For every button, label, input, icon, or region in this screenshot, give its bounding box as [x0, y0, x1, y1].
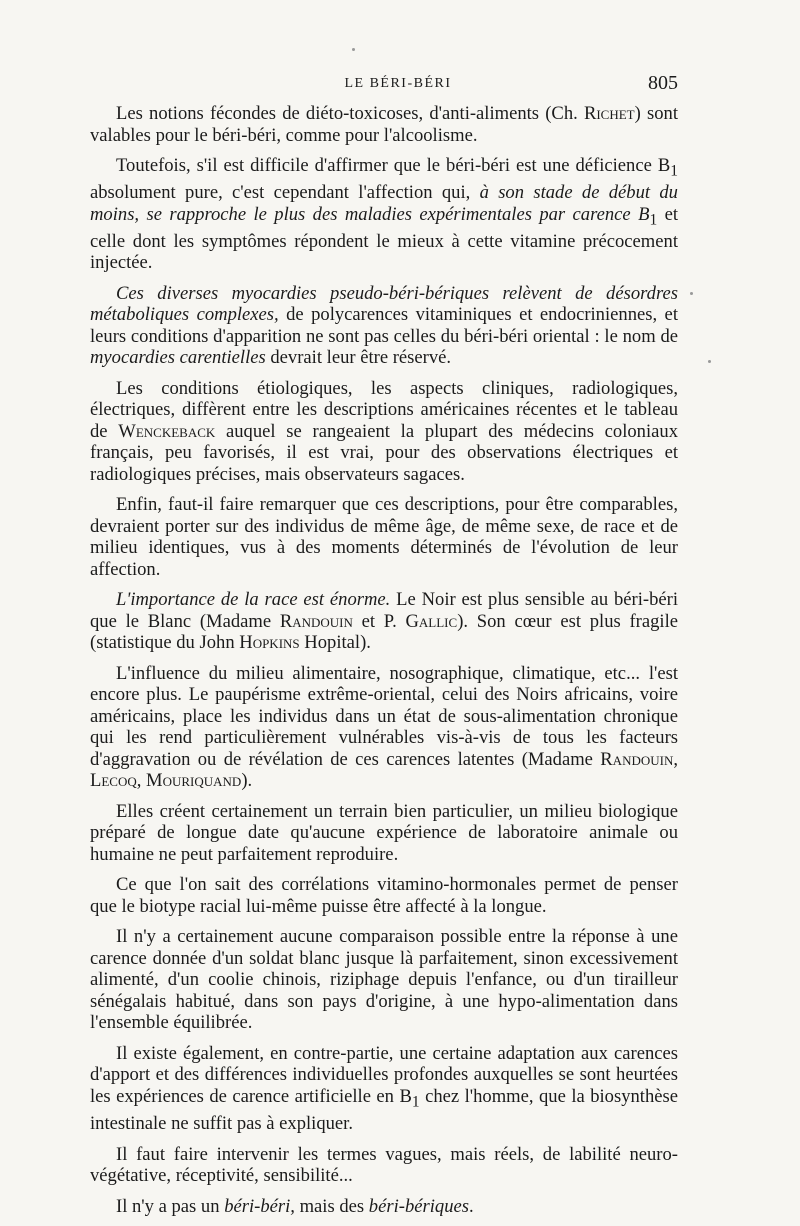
- paragraph-6: L'importance de la race est énorme. Le Noir est plus sensible au béri-béri que le Blanc (Madame Randouin et P. Gallic). Son cœur est plus fragile (statistique du John Hopkins Hopital).: [90, 589, 679, 654]
- paragraph-11: Il existe également, en contre-partie, une certaine adaptation aux carences d'apport et des différences individuelles profondes auxquelles se sont heurtées les expériences de carence artificielle en $B_1$ chez l'homme, que la biosynthèse intestinale ne suffit pas à expliquer.: [90, 1042, 678, 1135]
- paragraph-7: L'influence du milieu alimentaire, nosographique, climatique, etc... l'est encore plus. Le paupérisme extrême-oriental, celui des Noirs africains, voire américains, place les individus dans un état de sous-alimentation chronique qui les rend particulièrement vulnérables vis-à-vis de tous les facteurs d'aggravation ou de révélation de ces carences latentes (Madame Randouin, Lecoq, Mouriquand).: [90, 662, 678, 792]
- body-text: [90, 103, 678, 1226]
- author-name: Wenckeback: [118, 420, 216, 442]
- paragraph-1: Les notions fécondes de diéto-toxicoses, d'anti-aliments (Ch. Richet) sont valables pour le béri-béri, comme pour l'alcoolisme.: [90, 103, 678, 146]
- author-name: Randouin: [600, 748, 674, 770]
- paragraph-4: Les conditions étiologiques, les aspects cliniques, radiologiques, électriques, diffèrent entre les descriptions américaines récentes et le tableau de Wenckeback auquel se rangeaient la plupart des médecins coloniaux français, peu favorisés, il est vrai, pour des observations électriques et radiologiques précises, mais observateurs sagaces.: [90, 377, 678, 485]
- paragraph-8: Elles créent certainement un terrain bien particulier, un milieu biologique préparé de longue date qu'aucune expérience de laboratoire animale ou humaine ne peut parfaitement reproduire.: [90, 800, 678, 865]
- scan-speck: [708, 360, 711, 363]
- page-header: [118, 72, 678, 98]
- running-head: LE BÉRI-BÉRI: [344, 76, 452, 91]
- paragraph-3: Ces diverses myocardies pseudo-béri-bériques relèvent de désordres métaboliques complexes, de polycarences vitaminiques et endocriniennes, et leurs conditions d'apparition ne sont pas celles du béri-béri oriental : le nom de myocardies carentielles devrait leur être réservé.: [90, 282, 678, 369]
- paragraph-12: Il faut faire intervenir les termes vagues, mais réels, de labilité neuro-végétative, réceptivité, sensibilité...: [90, 1143, 678, 1187]
- paragraph-5: Enfin, faut-il faire remarquer que ces descriptions, pour être comparables, devraient porter sur des individus de même âge, de même sexe, de race et de milieu identiques, vus à des moments déterminés de l'évolution de leur affection.: [90, 494, 678, 580]
- paragraph-2: Toutefois, s'il est difficile d'affirmer que le béri-béri est une déficience $B_1$ absolument pure, c'est cependant l'affection qui, à son stade de début du moins, se rapproche le plus des maladies expérimentales par carence $B_1$ et celle dont les symptômes répondent le mieux à cette vitamine précocement injectée.: [90, 155, 678, 274]
- author-name: Gallic: [405, 610, 458, 632]
- paragraph-9: Ce que l'on sait des corrélations vitamino-hormonales permet de penser que le biotype racial lui-même puisse être affecté à la longue.: [90, 874, 678, 917]
- author-name: Hopkins: [239, 632, 300, 654]
- paragraph-13: Il n'y a pas un béri-béri, mais des béri-bériques.: [116, 1195, 474, 1217]
- scan-speck: [352, 48, 355, 51]
- author-name: Mouriquand: [146, 770, 242, 792]
- author-name: Randouin: [279, 610, 353, 632]
- author-name: Richet: [583, 103, 635, 124]
- paragraph-10: Il n'y a certainement aucune comparaison possible entre la réponse à une carence donnée d'un soldat blanc jusque là parfaitement, sinon excessivement alimenté, d'un coolie chinois, riziphage depuis l'enfance, ou d'un tirailleur sénégalais habitué, dans son pays d'origine, à une hypo-alimentation dans l'ensemble équilibrée.: [90, 926, 678, 1034]
- page-number: 805: [648, 72, 678, 94]
- author-name: Lecoq: [90, 770, 137, 792]
- scan-speck: [690, 292, 693, 295]
